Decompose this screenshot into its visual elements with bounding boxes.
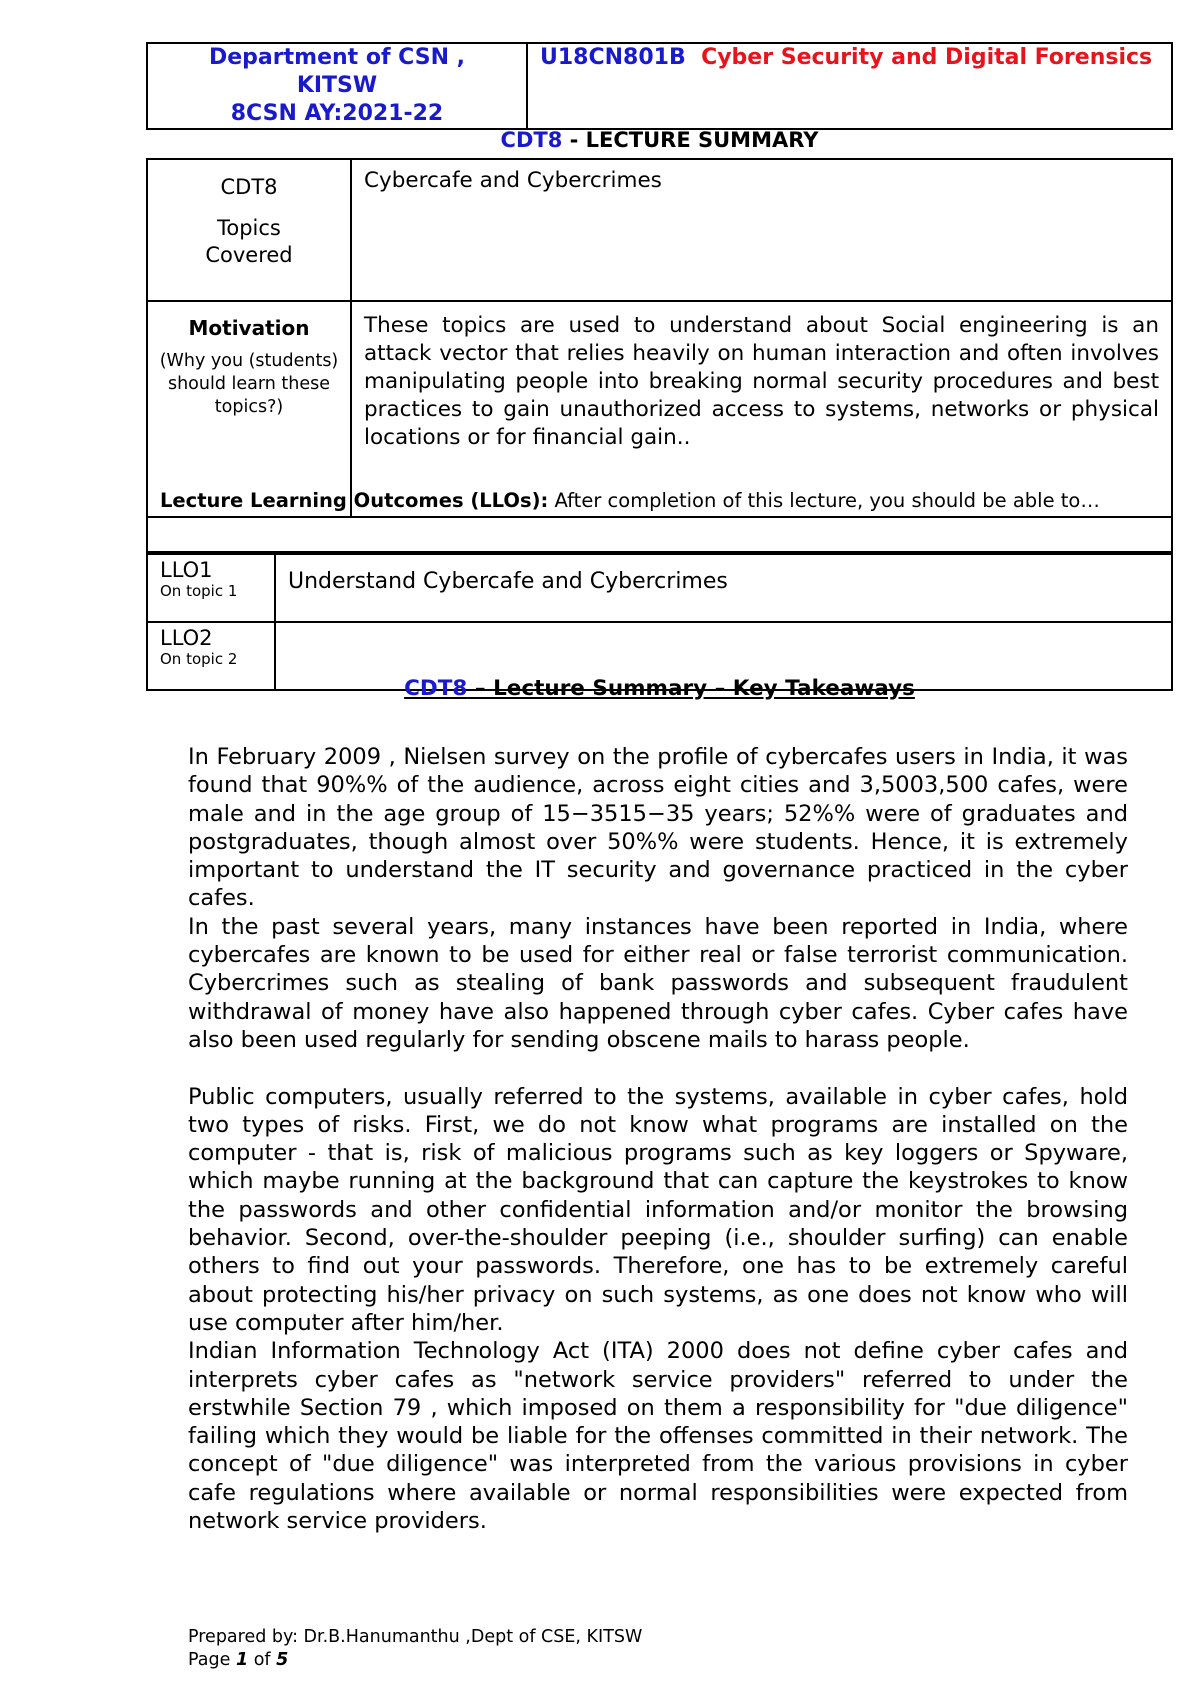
llo-id: LLO2	[160, 626, 213, 650]
topics-label-line2: Topics	[217, 216, 281, 240]
llo-text: Understand Cybercafe and Cybercrimes	[275, 554, 1172, 622]
page-label: Page	[188, 1650, 236, 1670]
paragraph: Public computers, usually referred to the systems, available in cyber cafes, hold two types of risks. First, we do not know what programs are installed on the computer - that is, risk of malicious programs such as key loggers or Spyware, which maybe running at the background that can capture the keystrokes to know the passwords and other confidential information and/or monitor the browsing behavior. Second, over-the-shoulder peeping (i.e., shoulder surfing) can enable others to find out your passwords. Therefore, one has to be extremely careful about protecting his/her privacy on such systems, as one does not know who will use computer after him/her.	[188, 1083, 1128, 1336]
header-table	[146, 42, 1173, 130]
page-of: of	[248, 1650, 277, 1670]
page-total: 5	[276, 1650, 289, 1670]
motivation-text: These topics are used to understand about Social engineering is an attack vector that relies heavily on human interaction and often involves manipulating people into breaking normal security procedures and best practices to gain unauthorized access to systems, networks or physical locations or for financial gain..	[351, 301, 1172, 517]
institute-name: KITSW	[296, 73, 378, 98]
paragraph: Indian Information Technology Act (ITA) 2000 does not define cyber cafes and interprets cyber cafes as "network service providers" referred to under the erstwhile Section 79 , which imposed on them a responsibility for "due diligence" failing which they would be liable for the offenses committed in their network. The concept of "due diligence" was interpreted from the various provisions in cyber cafe regulations where available or normal responsibilities were expected from network service providers.	[188, 1338, 1128, 1535]
topics-row	[147, 159, 1172, 301]
course-cell	[527, 43, 1172, 129]
motivation-sublabel: (Why you (students) should learn these topics?)	[159, 351, 339, 417]
summary-code: CDT8	[500, 128, 563, 152]
department-name: Department of CSN ,	[209, 45, 465, 70]
topics-label-cell	[147, 159, 351, 301]
llo-table	[146, 553, 1173, 691]
llo-topic: On topic 2	[160, 650, 238, 668]
prepared-by: Prepared by: Dr.B.Hanumanthu ,Dept of CSE, KITSW	[188, 1627, 643, 1647]
page-number	[188, 1649, 642, 1672]
key-takeaways-text: – Lecture Summary – Key Takeaways	[467, 676, 915, 701]
motivation-label: Motivation	[188, 316, 310, 340]
paragraph: In the past several years, many instances have been reported in India, where cybercafes are known to be used for either real or false terrorist communication. Cybercrimes such as stealing of bank passwords and subsequent fraudulent withdrawal of money have also happened through cyber cafes. Cyber cafes have also been used regularly for sending obscene mails to harass people.	[188, 913, 1128, 1053]
key-takeaways-title	[146, 676, 1173, 701]
page-current: 1	[235, 1650, 249, 1670]
page-footer	[188, 1626, 642, 1672]
lecture-body	[188, 743, 1128, 1535]
llo-id: LLO1	[160, 558, 213, 582]
course-code: U18CN801B	[540, 45, 686, 70]
lecture-summary-title	[146, 128, 1173, 152]
topics-table	[146, 158, 1173, 518]
paragraph: In February 2009 , Nielsen survey on the profile of cybercafes users in India, it was found that 90%% of the audience, across eight cities and 3,5003,500 cafes, were male and in the age group of 15−3515−35 years; 52%% were of graduates and postgraduates, though almost over 50%% were students. Hence, it is extremely important to understand the IT security and governance practiced in the cyber cafes.	[188, 744, 1128, 912]
key-takeaways-code: CDT8	[404, 676, 468, 701]
topics-code: CDT8	[220, 175, 278, 199]
course-title: Cyber Security and Digital Forensics	[701, 45, 1153, 70]
llo-intro-text: After completion of this lecture, you should be able to…	[548, 489, 1100, 512]
topics-label-line3: Covered	[205, 243, 293, 267]
llo-row	[147, 554, 1172, 622]
llo-topic: On topic 1	[160, 582, 238, 600]
llo-intro-label: Lecture Learning Outcomes (LLOs):	[160, 489, 549, 512]
summary-title-text: - LECTURE SUMMARY	[562, 128, 819, 152]
department-cell	[147, 43, 527, 129]
llo-intro	[146, 479, 1173, 553]
class-year: 8CSN AY:2021-22	[230, 101, 444, 126]
llo-label-cell	[147, 554, 275, 622]
topics-value: Cybercafe and Cybercrimes	[351, 159, 1172, 301]
